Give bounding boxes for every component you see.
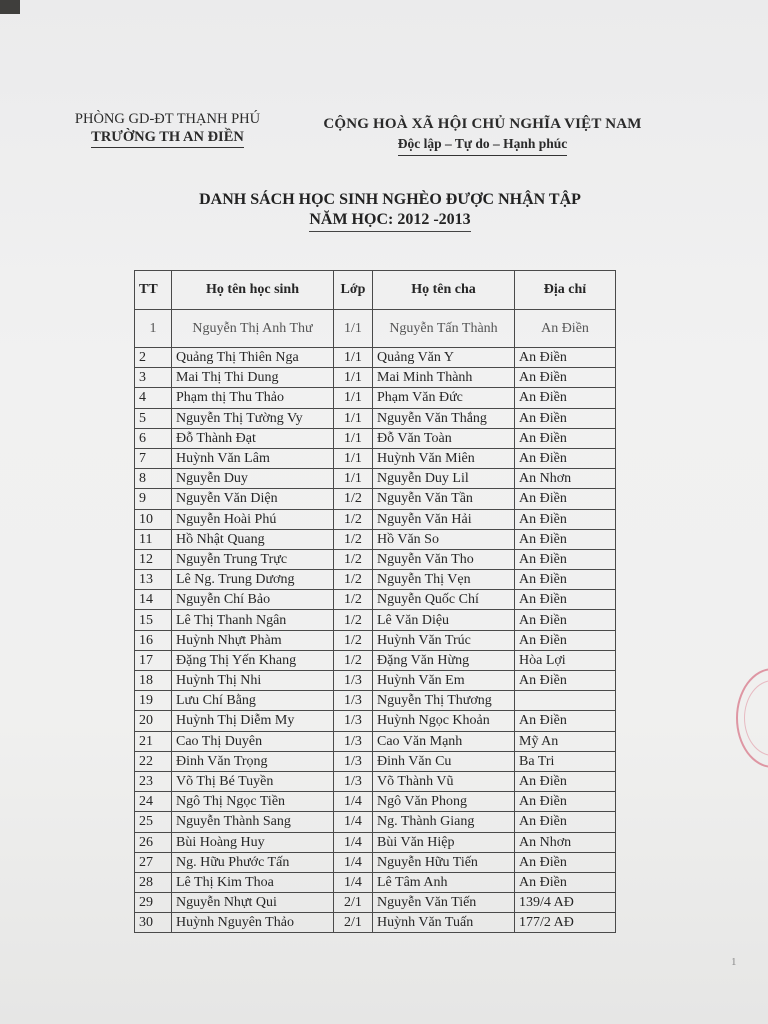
cell-father-name: Bùi Văn Hiệp — [373, 832, 515, 852]
cell-address: Ba Tri — [515, 751, 616, 771]
cell-address: An Điền — [515, 872, 616, 892]
cell-address: An Điền — [515, 448, 616, 468]
cell-student-name: Nguyễn Trung Trực — [172, 549, 334, 569]
cell-class: 1/1 — [334, 408, 373, 428]
cell-class: 1/1 — [334, 428, 373, 448]
cell-father-name: Nguyễn Văn Hải — [373, 509, 515, 529]
cell-address: An Điền — [515, 570, 616, 590]
cell-student-name: Nguyễn Nhựt Qui — [172, 893, 334, 913]
table-row — [135, 469, 616, 489]
cell-tt: 13 — [135, 570, 172, 590]
cell-address: An Điền — [515, 771, 616, 791]
cell-tt: 2 — [135, 348, 172, 368]
cell-address: An Điền — [515, 610, 616, 630]
table-row — [135, 509, 616, 529]
cell-class: 1/1 — [334, 469, 373, 489]
cell-address: 177/2 AĐ — [515, 913, 616, 933]
cell-student-name: Huỳnh Thị Diễm My — [172, 711, 334, 731]
cell-address: An Điền — [515, 812, 616, 832]
cell-father-name: Lê Văn Diệu — [373, 610, 515, 630]
cell-address: An Nhơn — [515, 469, 616, 489]
cell-tt: 14 — [135, 590, 172, 610]
table-row — [135, 792, 616, 812]
cell-tt: 19 — [135, 691, 172, 711]
table-row — [135, 711, 616, 731]
cell-tt: 6 — [135, 428, 172, 448]
cell-address: An Điền — [515, 590, 616, 610]
cell-class: 1/2 — [334, 610, 373, 630]
cell-class: 1/3 — [334, 711, 373, 731]
cell-father-name: Nguyễn Thị Vẹn — [373, 570, 515, 590]
cell-father-name: Nguyễn Tấn Thành — [373, 310, 515, 348]
cell-student-name: Lê Thị Kim Thoa — [172, 872, 334, 892]
cell-address: An Điền — [515, 489, 616, 509]
cell-tt: 15 — [135, 610, 172, 630]
cell-father-name: Huỳnh Văn Miên — [373, 448, 515, 468]
column-header-address: Địa chỉ — [515, 271, 616, 310]
table-row — [135, 832, 616, 852]
school-name: TRƯỜNG TH AN ĐIỀN — [91, 128, 244, 148]
cell-father-name: Nguyễn Hữu Tiến — [373, 852, 515, 872]
cell-father-name: Đỗ Văn Toàn — [373, 428, 515, 448]
cell-tt: 25 — [135, 812, 172, 832]
cell-father-name: Đinh Văn Cu — [373, 751, 515, 771]
cell-tt: 23 — [135, 771, 172, 791]
cell-class: 1/1 — [334, 388, 373, 408]
cell-student-name: Lê Thị Thanh Ngân — [172, 610, 334, 630]
table-header-row — [135, 271, 616, 310]
cell-class: 1/2 — [334, 650, 373, 670]
table-row — [135, 731, 616, 751]
cell-tt: 17 — [135, 650, 172, 670]
cell-class: 2/1 — [334, 913, 373, 933]
cell-class: 1/4 — [334, 872, 373, 892]
table-row — [135, 348, 616, 368]
cell-class: 1/4 — [334, 832, 373, 852]
table-row — [135, 388, 616, 408]
cell-class: 1/3 — [334, 751, 373, 771]
cell-student-name: Quảng Thị Thiên Nga — [172, 348, 334, 368]
cell-class: 1/1 — [334, 348, 373, 368]
table-row — [135, 408, 616, 428]
cell-student-name: Ngô Thị Ngọc Tiền — [172, 792, 334, 812]
cell-class: 1/4 — [334, 812, 373, 832]
cell-address: An Điền — [515, 408, 616, 428]
cell-tt: 1 — [135, 310, 172, 348]
cell-class: 1/4 — [334, 852, 373, 872]
table-row — [135, 590, 616, 610]
cell-tt: 20 — [135, 711, 172, 731]
cell-student-name: Hồ Nhật Quang — [172, 529, 334, 549]
table-row — [135, 310, 616, 348]
national-motto: Độc lập – Tự do – Hạnh phúc — [398, 134, 568, 156]
cell-student-name: Nguyễn Chí Bảo — [172, 590, 334, 610]
cell-address — [515, 691, 616, 711]
cell-father-name: Nguyễn Văn Tho — [373, 549, 515, 569]
table-row — [135, 893, 616, 913]
cell-student-name: Huỳnh Thị Nhi — [172, 671, 334, 691]
cell-student-name: Nguyễn Duy — [172, 469, 334, 489]
cell-father-name: Ngô Văn Phong — [373, 792, 515, 812]
table-row — [135, 751, 616, 771]
cell-address: An Điền — [515, 792, 616, 812]
department-name: PHÒNG GD-ĐT THẠNH PHÚ — [74, 111, 261, 127]
cell-father-name: Võ Thành Vũ — [373, 771, 515, 791]
cell-father-name: Hồ Văn So — [373, 529, 515, 549]
cell-tt: 11 — [135, 529, 172, 549]
cell-father-name: Nguyễn Văn Tần — [373, 489, 515, 509]
cell-class: 1/2 — [334, 509, 373, 529]
cell-father-name: Đặng Văn Hừng — [373, 650, 515, 670]
table-row — [135, 529, 616, 549]
cell-class: 1/3 — [334, 671, 373, 691]
table-row — [135, 671, 616, 691]
cell-class: 1/1 — [334, 310, 373, 348]
cell-student-name: Huỳnh Nhựt Phàm — [172, 630, 334, 650]
cell-student-name: Nguyễn Văn Diện — [172, 489, 334, 509]
table-row — [135, 549, 616, 569]
table-row — [135, 650, 616, 670]
cell-class: 1/1 — [334, 448, 373, 468]
table-row — [135, 812, 616, 832]
agency-header — [50, 110, 285, 148]
cell-student-name: Huỳnh Văn Lâm — [172, 448, 334, 468]
cell-student-name: Cao Thị Duyên — [172, 731, 334, 751]
table-row — [135, 428, 616, 448]
table-row — [135, 771, 616, 791]
cell-father-name: Quảng Văn Y — [373, 348, 515, 368]
cell-father-name: Nguyễn Thị Thương — [373, 691, 515, 711]
cell-tt: 5 — [135, 408, 172, 428]
cell-class: 1/3 — [334, 771, 373, 791]
country-name: CỘNG HOÀ XÃ HỘI CHỦ NGHĨA VIỆT NAM — [323, 116, 642, 132]
cell-student-name: Đỗ Thành Đạt — [172, 428, 334, 448]
table-row — [135, 852, 616, 872]
cell-tt: 26 — [135, 832, 172, 852]
cell-class: 1/4 — [334, 792, 373, 812]
cell-tt: 30 — [135, 913, 172, 933]
cell-student-name: Võ Thị Bé Tuyền — [172, 771, 334, 791]
cell-father-name: Nguyễn Duy Lil — [373, 469, 515, 489]
cell-father-name: Huỳnh Văn Tuấn — [373, 913, 515, 933]
cell-address: An Điền — [515, 852, 616, 872]
cell-father-name: Huỳnh Văn Trúc — [373, 630, 515, 650]
page-number: 1 — [731, 956, 737, 968]
table-row — [135, 610, 616, 630]
column-header-father-name: Họ tên cha — [373, 271, 515, 310]
student-table — [134, 270, 616, 933]
cell-address: An Điền — [515, 671, 616, 691]
cell-student-name: Nguyễn Hoài Phú — [172, 509, 334, 529]
table-row — [135, 448, 616, 468]
cell-address: Hòa Lợi — [515, 650, 616, 670]
cell-tt: 22 — [135, 751, 172, 771]
cell-father-name: Huỳnh Ngọc Khoản — [373, 711, 515, 731]
cell-address: An Điền — [515, 368, 616, 388]
cell-class: 1/2 — [334, 489, 373, 509]
cell-tt: 28 — [135, 872, 172, 892]
cell-address: An Điền — [515, 348, 616, 368]
cell-student-name: Nguyễn Thành Sang — [172, 812, 334, 832]
cell-tt: 21 — [135, 731, 172, 751]
cell-class: 1/2 — [334, 630, 373, 650]
column-header-tt: TT — [135, 271, 172, 310]
cell-class: 1/3 — [334, 731, 373, 751]
table-row — [135, 368, 616, 388]
cell-father-name: Nguyễn Văn Tiến — [373, 893, 515, 913]
cell-class: 1/2 — [334, 590, 373, 610]
national-header — [305, 114, 660, 156]
cell-student-name: Mai Thị Thi Dung — [172, 368, 334, 388]
cell-tt: 29 — [135, 893, 172, 913]
cell-tt: 24 — [135, 792, 172, 812]
page-corner-shadow — [0, 0, 20, 14]
table-row — [135, 570, 616, 590]
document-title — [150, 190, 630, 232]
cell-tt: 4 — [135, 388, 172, 408]
cell-student-name: Lê Ng. Trung Dương — [172, 570, 334, 590]
cell-tt: 8 — [135, 469, 172, 489]
cell-father-name: Huỳnh Văn Em — [373, 671, 515, 691]
cell-father-name: Cao Văn Mạnh — [373, 731, 515, 751]
cell-address: An Điền — [515, 630, 616, 650]
table-body — [135, 310, 616, 933]
cell-class: 1/2 — [334, 529, 373, 549]
cell-address: An Điền — [515, 428, 616, 448]
cell-address: An Điền — [515, 509, 616, 529]
cell-address: An Điền — [515, 388, 616, 408]
cell-tt: 18 — [135, 671, 172, 691]
cell-tt: 10 — [135, 509, 172, 529]
cell-tt: 12 — [135, 549, 172, 569]
cell-class: 2/1 — [334, 893, 373, 913]
cell-tt: 7 — [135, 448, 172, 468]
cell-student-name: Bùi Hoàng Huy — [172, 832, 334, 852]
cell-father-name: Lê Tâm Anh — [373, 872, 515, 892]
cell-father-name: Ng. Thành Giang — [373, 812, 515, 832]
cell-address: An Điền — [515, 711, 616, 731]
cell-address: An Điền — [515, 529, 616, 549]
cell-address: An Nhơn — [515, 832, 616, 852]
cell-tt: 27 — [135, 852, 172, 872]
table-row — [135, 630, 616, 650]
column-header-class: Lớp — [334, 271, 373, 310]
table-row — [135, 872, 616, 892]
cell-father-name: Phạm Văn Đức — [373, 388, 515, 408]
cell-class: 1/3 — [334, 691, 373, 711]
cell-class: 1/1 — [334, 368, 373, 388]
cell-father-name: Nguyễn Văn Thắng — [373, 408, 515, 428]
cell-student-name: Huỳnh Nguyên Thảo — [172, 913, 334, 933]
cell-address: An Điền — [515, 549, 616, 569]
table-row — [135, 913, 616, 933]
cell-student-name: Đinh Văn Trọng — [172, 751, 334, 771]
title-line-1: DANH SÁCH HỌC SINH NGHÈO ĐƯỢC NHẬN TẬP — [199, 191, 581, 208]
cell-address: Mỹ An — [515, 731, 616, 751]
cell-student-name: Ng. Hữu Phước Tấn — [172, 852, 334, 872]
table-row — [135, 691, 616, 711]
cell-father-name: Nguyễn Quốc Chí — [373, 590, 515, 610]
cell-father-name: Mai Minh Thành — [373, 368, 515, 388]
cell-student-name: Đặng Thị Yến Khang — [172, 650, 334, 670]
cell-student-name: Lưu Chí Bằng — [172, 691, 334, 711]
table-row — [135, 489, 616, 509]
cell-address: 139/4 AĐ — [515, 893, 616, 913]
cell-student-name: Nguyễn Thị Anh Thư — [172, 310, 334, 348]
cell-address: An Điền — [515, 310, 616, 348]
column-header-student-name: Họ tên học sinh — [172, 271, 334, 310]
cell-student-name: Phạm thị Thu Thảo — [172, 388, 334, 408]
cell-tt: 9 — [135, 489, 172, 509]
cell-student-name: Nguyễn Thị Tường Vy — [172, 408, 334, 428]
cell-class: 1/2 — [334, 549, 373, 569]
cell-tt: 16 — [135, 630, 172, 650]
school-year: NĂM HỌC: 2012 -2013 — [309, 210, 470, 232]
cell-tt: 3 — [135, 368, 172, 388]
cell-class: 1/2 — [334, 570, 373, 590]
